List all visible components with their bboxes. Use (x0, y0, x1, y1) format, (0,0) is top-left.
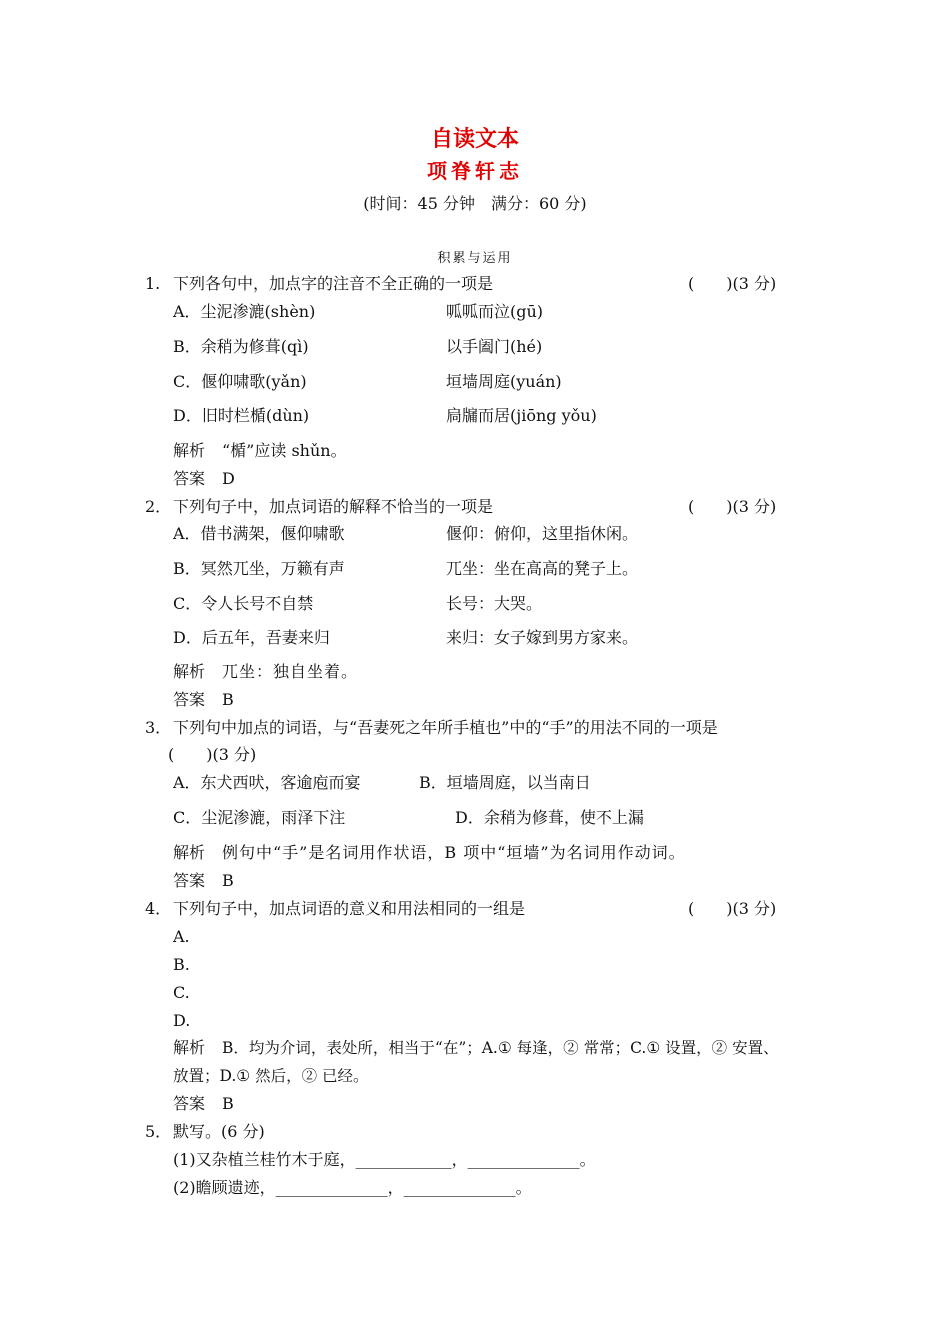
q2-score: ( )(3 分) (688, 497, 777, 516)
q2-option-d1: D．后五年，吾妻来归 (173, 628, 330, 647)
q3-option-c: C．尘泥渗漉，雨泽下注 (173, 808, 346, 827)
q4-score: ( )(3 分) (688, 899, 777, 918)
q1-answer-label: 答案 (173, 469, 206, 488)
q4-stem: 下列句子中，加点词语的意义和用法相同的一组是 (173, 899, 526, 918)
q4-answer-label: 答案 (173, 1094, 206, 1113)
q2-option-b1: B．冥然兀坐，万籁有声 (173, 559, 345, 578)
q2-stem: 下列句子中，加点词语的解释不恰当的一项是 (173, 497, 494, 516)
q1-option-d2: 扃牖而居(jiōng yǒu) (446, 406, 597, 425)
q3-option-a: A．东犬西吠，客逾庖而宴 (173, 773, 361, 792)
q4-number: 4． (145, 899, 172, 918)
q5-number: 5． (145, 1122, 172, 1141)
q1-analysis: “楯”应读 shǔn。 (222, 441, 347, 460)
q3-option-b: B．垣墙周庭，以当南日 (419, 773, 591, 792)
q4-analysis-line1: B．均为介词，表处所，相当于“在”；A.① 每逢，② 常常；C.① 设置，② 安置、 (222, 1039, 779, 1057)
q4-option-c: C. (173, 983, 190, 1002)
q3-analysis: 例句中“手”是名词用作状语，B 项中“垣墙”为名词用作动词。 (222, 843, 686, 862)
q2-option-c1: C．令人长号不自禁 (173, 594, 314, 613)
q2-analysis: 兀坐：独自坐着。 (222, 662, 359, 681)
q1-option-c1: C．偃仰啸歌(yǎn) (173, 372, 307, 391)
q3-answer: B (222, 871, 234, 890)
q1-option-b2: 以手阖门(hé) (446, 337, 543, 356)
exam-meta: (时间：45 分钟 满分：60 分) (363, 194, 587, 213)
q1-option-c2: 垣墙周庭(yuán) (446, 372, 562, 391)
q4-analysis-line2: 放置；D.① 然后，② 已经。 (173, 1067, 369, 1085)
q3-answer-label: 答案 (173, 871, 206, 890)
q1-score: ( )(3 分) (688, 274, 777, 293)
q5-item-1: (1)又杂植兰桂竹木于庭，____________，______________。 (173, 1150, 596, 1169)
q4-answer: B (222, 1094, 234, 1113)
q1-option-d1: D．旧时栏楯(dùn) (173, 406, 310, 425)
q3-score: ( )(3 分) (168, 745, 257, 764)
q4-option-a: A. (173, 927, 190, 946)
q4-option-d: D. (173, 1011, 191, 1030)
page-title: 自读文本 (430, 126, 519, 152)
q1-analysis-label: 解析 (173, 441, 206, 460)
q2-answer: B (222, 690, 234, 709)
q4-option-b: B. (173, 955, 190, 974)
q2-analysis-label: 解析 (173, 662, 206, 681)
q1-option-a2: 呱呱而泣(gū) (446, 302, 544, 321)
q1-number: 1. (145, 274, 161, 293)
q1-answer: D (222, 469, 235, 488)
q3-option-d: D．余稍为修葺，使不上漏 (455, 808, 644, 827)
section-heading: 积累与运用 (437, 251, 513, 266)
q2-option-d2: 来归：女子嫁到男方家来。 (446, 628, 639, 647)
q2-number: 2． (145, 497, 172, 516)
q2-option-a2: 偃仰：俯仰，这里指休闲。 (446, 524, 639, 543)
q4-analysis-label: 解析 (173, 1038, 206, 1057)
q2-option-b2: 兀坐：坐在高高的凳子上。 (446, 559, 639, 578)
q1-stem: 下列各句中，加点字的注音不全正确的一项是 (173, 274, 494, 293)
q5-stem: 默写。(6 分) (173, 1122, 265, 1141)
q2-answer-label: 答案 (173, 690, 206, 709)
q3-stem: 下列句中加点的词语，与“吾妻死之年所手植也”中的“手”的用法不同的一项是 (173, 718, 718, 737)
q2-option-c2: 长号：大哭。 (446, 594, 543, 613)
page-subtitle: 项脊轩志 (427, 159, 523, 183)
q2-option-a1: A．借书满架，偃仰啸歌 (173, 524, 345, 543)
q1-option-a1: A．尘泥渗漉(shèn) (173, 302, 316, 321)
q3-number: 3． (145, 718, 172, 737)
q3-analysis-label: 解析 (173, 843, 206, 862)
q1-option-b1: B．余稍为修葺(qì) (173, 337, 309, 356)
q5-item-2: (2)瞻顾遗迹，______________，______________。 (173, 1178, 532, 1197)
